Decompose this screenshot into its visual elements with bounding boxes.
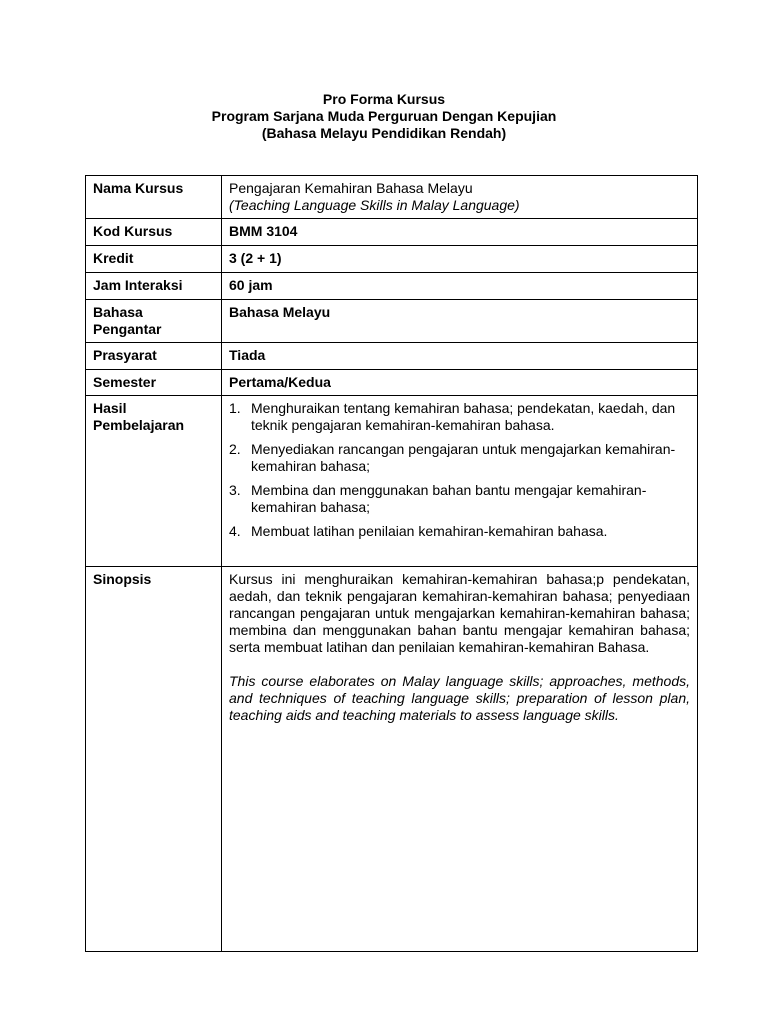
course-proforma-table [85, 175, 698, 952]
row-semester [86, 370, 698, 396]
value-kredit: 3 (2 + 1) [222, 246, 698, 273]
value-semester: Pertama/Kedua [222, 370, 698, 396]
row-hasil-pembelajaran [86, 396, 698, 567]
value-bahasa-pengantar: Bahasa Melayu [222, 300, 698, 343]
label-hasil-pembelajaran [86, 396, 222, 567]
label-prasyarat: Prasyarat [86, 343, 222, 370]
label-kod-kursus: Kod Kursus [86, 219, 222, 246]
label-nama-kursus: Nama Kursus [86, 176, 222, 219]
list-item-text: Menghuraikan tentang kemahiran bahasa; pendekatan, kaedah, dan teknik pengajaran kemahiran-kemahiran bahasa. [251, 400, 676, 433]
row-kredit [86, 246, 698, 273]
list-item [229, 482, 690, 516]
label-bahasa-pengantar-line1: Bahasa [93, 304, 143, 320]
label-bahasa-pengantar-line2: Pengantar [93, 321, 162, 337]
header-title: Pro Forma Kursus [322, 91, 446, 107]
list-item [229, 441, 690, 475]
header-programme: Program Sarjana Muda Perguruan Dengan Kepujian [211, 108, 557, 124]
row-prasyarat [86, 343, 698, 370]
value-kod-kursus: BMM 3104 [222, 219, 698, 246]
value-jam-interaksi: 60 jam [222, 273, 698, 300]
value-prasyarat: Tiada [222, 343, 698, 370]
label-semester: Semester [86, 370, 222, 396]
course-name-en: (Teaching Language Skills in Malay Language) [229, 197, 520, 213]
list-item-text: Membina dan menggunakan bahan bantu mengajar kemahiran-kemahiran bahasa; [251, 482, 647, 515]
list-item [229, 400, 690, 434]
list-item-number: 1. [229, 400, 241, 416]
label-jam-interaksi: Jam Interaksi [86, 273, 222, 300]
list-item-number: 4. [229, 523, 241, 539]
list-item-text: Menyediakan rancangan pengajaran untuk mengajarkan kemahiran-kemahiran bahasa; [251, 441, 676, 474]
row-bahasa-pengantar [86, 300, 698, 343]
synopsis-text-ms: Kursus ini menghuraikan kemahiran-kemahiran bahasa;p pendekatan, aedah, dan teknik pengajaran kemahiran-kemahiran bahasa; penyediaan rancangan pengajaran untuk mengajarkan kemahiran-kemahiran bahasa; membina dan menggunakan bahan bantu mengajar kemahiran bahasa; serta membuat latihan dan penilaian kemahiran-kemahiran Bahasa. [229, 571, 690, 655]
row-kod-kursus [86, 219, 698, 246]
row-sinopsis [86, 567, 698, 952]
value-nama-kursus [222, 176, 698, 219]
label-hasil-line2: Pembelajaran [93, 417, 185, 433]
row-nama-kursus [86, 176, 698, 219]
list-item-number: 2. [229, 441, 241, 457]
list-item-text: Membuat latihan penilaian kemahiran-kemahiran bahasa. [251, 523, 608, 539]
label-bahasa-pengantar [86, 300, 222, 343]
synopsis-text-en: This course elaborates on Malay language skills; approaches, methods, and techniques of teaching language skills; preparation of lesson plan, teaching aids and teaching materials to assess language skills. [229, 673, 690, 723]
learning-outcomes-list [229, 400, 690, 540]
header-specialisation: (Bahasa Melayu Pendidikan Rendah) [261, 125, 507, 141]
value-hasil-pembelajaran [222, 396, 698, 567]
row-jam-interaksi [86, 273, 698, 300]
label-sinopsis: Sinopsis [86, 567, 222, 952]
list-item-number: 3. [229, 482, 241, 498]
value-sinopsis [222, 567, 698, 952]
label-kredit: Kredit [86, 246, 222, 273]
document-header [0, 91, 768, 142]
list-item [229, 523, 690, 540]
course-name-ms: Pengajaran Kemahiran Bahasa Melayu [229, 180, 473, 196]
label-hasil-line1: Hasil [93, 400, 127, 416]
